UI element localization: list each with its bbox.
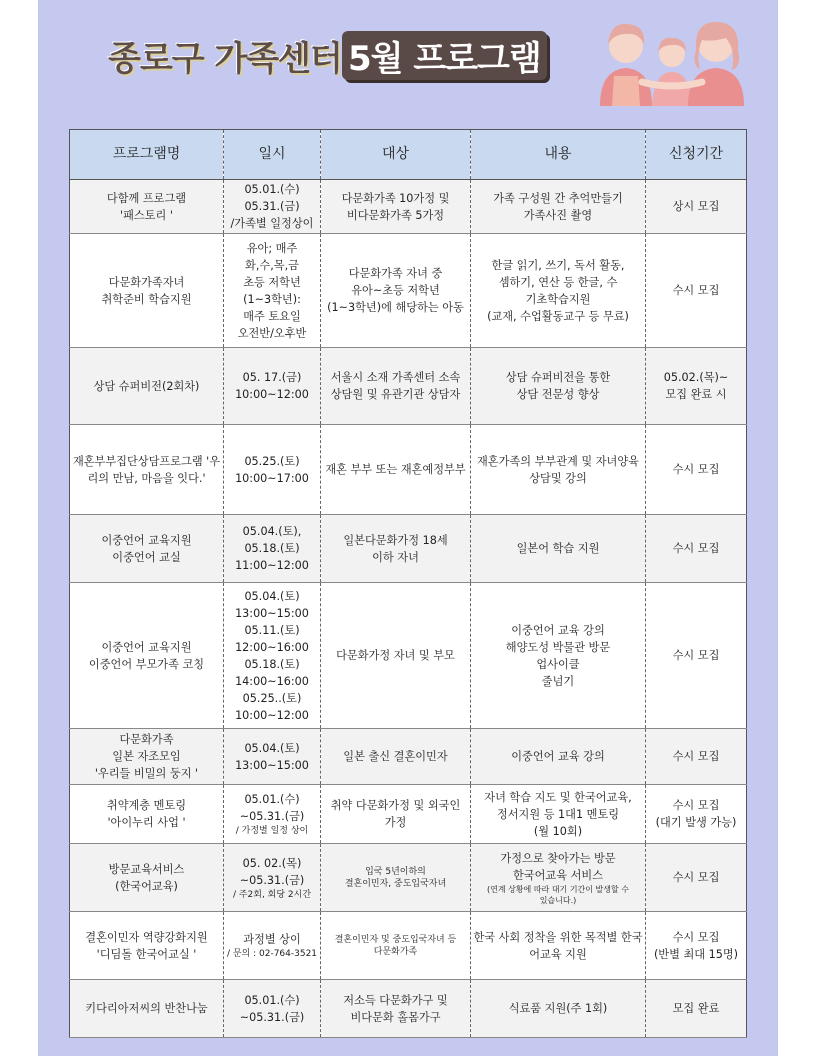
cell-line: (1~3학년)에 해당하는 아동 xyxy=(327,301,464,314)
cell-date xyxy=(224,234,321,348)
cell-line: 한국 사회 정착을 위한 목적별 한국 xyxy=(473,930,643,944)
cell-period xyxy=(646,785,747,844)
cell-line: 한국어교육 서비스 xyxy=(512,868,603,882)
cell-line: 14:00~16:00 xyxy=(235,674,309,688)
cell-date xyxy=(224,583,321,729)
cell-content xyxy=(471,583,646,729)
cell-name xyxy=(70,912,224,980)
cell-line: 상담 슈퍼비전(2회차) xyxy=(93,379,200,393)
cell-line: 재혼 부부 또는 재혼예정부부 xyxy=(325,463,466,476)
cell-line: 일본 자조모임 xyxy=(112,750,181,763)
cell-line: 05.18.(토) xyxy=(244,657,300,671)
table-row xyxy=(70,515,747,583)
table-header-row xyxy=(70,130,747,180)
cell-name xyxy=(70,180,224,234)
cell-content xyxy=(471,180,646,234)
cell-line: 수시 모집 xyxy=(672,930,720,944)
program-table xyxy=(69,129,747,1038)
cell-line: 11:00~12:00 xyxy=(235,559,309,572)
cell-line: 일본다문화가정 18세 xyxy=(343,533,448,547)
cell-line: 수시 모집 xyxy=(672,871,720,884)
cell-line: '우리들 비밀의 둥지 ' xyxy=(94,767,199,780)
cell-target xyxy=(321,234,471,348)
cell-target xyxy=(321,729,471,785)
cell-target xyxy=(321,515,471,583)
cell-period xyxy=(646,180,747,234)
cell-target xyxy=(321,583,471,729)
cell-line: 식료품 지원(주 1회) xyxy=(508,1002,608,1015)
cell-line: 13:00~15:00 xyxy=(235,758,309,772)
month-program-title-text: 5월 프로그램 xyxy=(342,31,547,80)
cell-content xyxy=(471,515,646,583)
cell-line: 취학준비 학습지원 xyxy=(101,292,192,306)
cell-period xyxy=(646,515,747,583)
cell-line: 상담원 및 유관기관 상담자 xyxy=(330,388,461,401)
cell-line: 셈하기, 연산 등 한글, 수 xyxy=(498,275,618,289)
cell-line: 13:00~15:00 xyxy=(235,606,309,620)
cell-period xyxy=(646,729,747,785)
cell-date xyxy=(224,348,321,425)
cell-line: ~05.31.(금) xyxy=(239,1010,305,1024)
cell-line: 05.01.(수) xyxy=(244,793,300,806)
cell-line: 업사이클 xyxy=(536,657,580,671)
column-header-name: 프로그램명 xyxy=(70,130,224,180)
cell-line: 수시 모집 xyxy=(672,542,720,555)
cell-line: 비다문화가족 5가정 xyxy=(346,208,445,222)
cell-line: 초등 저학년 xyxy=(243,275,301,289)
cell-date xyxy=(224,785,321,844)
cell-period xyxy=(646,980,747,1038)
cell-content xyxy=(471,425,646,515)
family-illustration xyxy=(592,10,752,106)
cell-line: 결혼이민자 역량강화지원 xyxy=(85,930,208,944)
cell-line: '디딤돌 한국어교실 ' xyxy=(96,947,197,961)
cell-line: 05. 02.(목) xyxy=(242,856,302,870)
cell-line: 유아~초등 저학년 xyxy=(351,284,440,297)
cell-line: 재혼가족의 부부관계 및 자녀양육 xyxy=(477,454,639,468)
cell-line: 자녀 학습 지도 및 한국어교육, xyxy=(484,790,632,804)
cell-target xyxy=(321,348,471,425)
cell-line: 수시 모집 xyxy=(672,463,720,476)
cell-content xyxy=(471,844,646,912)
cell-line: 과정별 상이 xyxy=(243,933,301,946)
cell-line: 12:00~16:00 xyxy=(235,640,309,654)
table-row xyxy=(70,180,747,234)
cell-line: 모집 완료 시 xyxy=(665,388,727,401)
cell-date xyxy=(224,912,321,980)
cell-line: 이중언어 교육지원 xyxy=(101,640,192,654)
table-row xyxy=(70,729,747,785)
cell-line: 방문교육서비스 xyxy=(108,862,185,876)
cell-line: 다문화가정 자녀 및 부모 xyxy=(336,649,455,662)
cell-line: 다문화가족 10가정 및 xyxy=(341,191,450,205)
cell-line: 이중언어 교육 강의 xyxy=(511,750,605,763)
cell-target xyxy=(321,980,471,1038)
table-row xyxy=(70,348,747,425)
table-row xyxy=(70,844,747,912)
cell-name xyxy=(70,583,224,729)
cell-period xyxy=(646,583,747,729)
cell-line: 입국 5년이하의 xyxy=(365,866,426,877)
column-header-content: 내용 xyxy=(471,130,646,180)
cell-date xyxy=(224,425,321,515)
table-row xyxy=(70,234,747,348)
cell-line: 리의 만남, 마음을 잇다.' xyxy=(87,471,206,485)
cell-content xyxy=(471,980,646,1038)
cell-line: 결혼이민자 및 중도입국자녀 등 xyxy=(334,934,457,945)
table-row xyxy=(70,980,747,1038)
cell-line: 키다리아저씨의 반찬나눔 xyxy=(85,1002,208,1015)
cell-line: 05.04.(토) xyxy=(244,741,300,755)
cell-target xyxy=(321,912,471,980)
cell-name xyxy=(70,348,224,425)
cell-name xyxy=(70,515,224,583)
cell-name xyxy=(70,234,224,348)
cell-line: 매주 토요일 xyxy=(243,309,301,323)
cell-line: 일본 출신 결혼이민자 xyxy=(343,750,448,763)
cell-date xyxy=(224,844,321,912)
cell-line: / 주2회, 회당 2시간 xyxy=(232,889,312,900)
cell-line: /가족별 일정상이 xyxy=(230,217,314,230)
cell-line: 줄넘기 xyxy=(541,674,575,688)
cell-line: (연계 상황에 따라 대기 기간이 발생할 수 xyxy=(486,884,630,894)
cell-line: 05.04.(토), xyxy=(242,525,302,538)
table-row xyxy=(70,583,747,729)
cell-line: 다문화가족자녀 xyxy=(108,275,185,289)
cell-line: 정서지원 등 1대1 멘토링 xyxy=(496,807,620,821)
cell-name xyxy=(70,785,224,844)
cell-line: ~05.31.(금) xyxy=(239,810,305,823)
cell-line: 가정으로 찾아가는 방문 xyxy=(500,851,616,865)
cell-line: 수시 모집 xyxy=(672,750,720,763)
cell-line: 취약계층 멘토링 xyxy=(106,799,187,812)
cell-line: 저소득 다문화가구 및 xyxy=(343,993,448,1007)
column-header-period: 신청기간 xyxy=(646,130,747,180)
cell-line: 일본어 학습 지원 xyxy=(516,542,600,555)
cell-date xyxy=(224,180,321,234)
cell-line: 기초학습지원 xyxy=(525,292,591,306)
cell-line: 결혼이민자, 중도입국자녀 xyxy=(344,878,447,889)
cell-line: 10:00~12:00 xyxy=(235,388,309,401)
cell-line: ~05.31.(금) xyxy=(239,873,305,887)
cell-target xyxy=(321,180,471,234)
cell-line: 이하 자녀 xyxy=(372,550,419,564)
cell-line: '아이누리 사업 ' xyxy=(107,816,186,829)
cell-line: 있습니다.) xyxy=(539,895,577,905)
cell-line: 05.25.(토) xyxy=(244,454,300,468)
cell-line: 05.04.(토) xyxy=(244,589,300,603)
cell-line: 서울시 소재 가족센터 소속 xyxy=(330,371,461,384)
cell-name xyxy=(70,729,224,785)
cell-line: (월 10회) xyxy=(533,824,583,838)
cell-name xyxy=(70,844,224,912)
cell-period xyxy=(646,425,747,515)
cell-line: 이중언어 부모가족 코칭 xyxy=(88,657,205,671)
cell-line: 화,수,목,금 xyxy=(245,258,299,272)
cell-line: (대기 발생 가능) xyxy=(655,816,737,829)
cell-line: 비다문화 홀몸가구 xyxy=(350,1010,441,1024)
cell-content xyxy=(471,785,646,844)
cell-line: 05.31.(금) xyxy=(244,200,300,213)
cell-content xyxy=(471,912,646,980)
cell-line: '패스토리 ' xyxy=(120,208,173,222)
cell-line: 수시 모집 xyxy=(672,284,720,297)
cell-line: 05.02.(목)~ xyxy=(663,371,729,384)
cell-line: 해양도성 박물관 방문 xyxy=(505,640,611,654)
cell-line: 수시 모집 xyxy=(672,649,720,662)
cell-line: 05. 17.(금) xyxy=(242,371,302,384)
cell-period xyxy=(646,844,747,912)
cell-name xyxy=(70,980,224,1038)
cell-content xyxy=(471,234,646,348)
cell-line: 재혼부부집단상담프로그램 '우 xyxy=(72,454,221,468)
cell-line: 어교육 지원 xyxy=(529,947,587,961)
cell-line: 다문화가족 xyxy=(119,733,174,746)
column-header-date: 일시 xyxy=(224,130,321,180)
cell-line: 05.18.(토) xyxy=(244,542,300,555)
cell-line: 다문화가족 자녀 중 xyxy=(348,267,443,280)
center-title xyxy=(108,20,342,90)
table-row xyxy=(70,425,747,515)
cell-line: 10:00~12:00 xyxy=(235,708,309,722)
cell-line: 상시 모집 xyxy=(672,200,720,213)
cell-line: 05.11.(토) xyxy=(244,623,300,637)
cell-line: 다함께 프로그램 xyxy=(106,191,187,205)
cell-line: 이중언어 교육지원 xyxy=(101,533,192,547)
cell-line: 10:00~17:00 xyxy=(235,471,309,485)
cell-line: 상담 슈퍼비전을 통한 xyxy=(505,371,611,384)
cell-line: 유아; 매주 xyxy=(246,241,298,255)
cell-line: 05.01.(수) xyxy=(244,183,300,196)
cell-line: 상담및 강의 xyxy=(529,471,587,485)
cell-line: 취약 다문화가정 및 외국인 xyxy=(330,799,461,812)
cell-line: (한국어교육) xyxy=(115,879,178,893)
cell-line: (반별 최대 15명) xyxy=(653,947,739,961)
cell-date xyxy=(224,515,321,583)
center-title-text: 종로구 가족센터 xyxy=(108,38,342,79)
cell-period xyxy=(646,912,747,980)
cell-line: 가족 구성원 간 추억만들기 xyxy=(493,191,623,205)
cell-line: 가족사진 촬영 xyxy=(523,208,593,222)
cell-target xyxy=(321,425,471,515)
cell-line: 수시 모집 xyxy=(672,799,720,812)
month-program-title xyxy=(342,20,547,90)
cell-line: 이중언어 교실 xyxy=(112,550,181,564)
column-header-target: 대상 xyxy=(321,130,471,180)
cell-content xyxy=(471,729,646,785)
cell-target xyxy=(321,785,471,844)
cell-line: 모집 완료 xyxy=(672,1002,720,1015)
table-row xyxy=(70,785,747,844)
cell-period xyxy=(646,348,747,425)
cell-line: 가정 xyxy=(384,816,407,829)
cell-line: 상담 전문성 향상 xyxy=(516,388,600,401)
cell-line: 05.01.(수) xyxy=(244,993,300,1007)
cell-line: 05.25..(토) xyxy=(242,691,302,705)
cell-line: / 문의 : 02-764-3521 xyxy=(226,949,318,959)
cell-line: (1~3학년): xyxy=(243,292,301,306)
cell-line: 오전반/오후반 xyxy=(237,326,307,340)
cell-period xyxy=(646,234,747,348)
table-row xyxy=(70,912,747,980)
cell-date xyxy=(224,729,321,785)
cell-date xyxy=(224,980,321,1038)
cell-line: 다문화가족 xyxy=(373,946,418,957)
cell-line: (교재, 수업활동교구 등 무료) xyxy=(487,309,629,323)
cell-line: 한글 읽기, 쓰기, 독서 활동, xyxy=(491,258,625,272)
cell-target xyxy=(321,844,471,912)
cell-line: 이중언어 교육 강의 xyxy=(511,623,605,637)
cell-content xyxy=(471,348,646,425)
cell-name xyxy=(70,425,224,515)
cell-line: / 가정별 일정 상이 xyxy=(235,826,309,836)
